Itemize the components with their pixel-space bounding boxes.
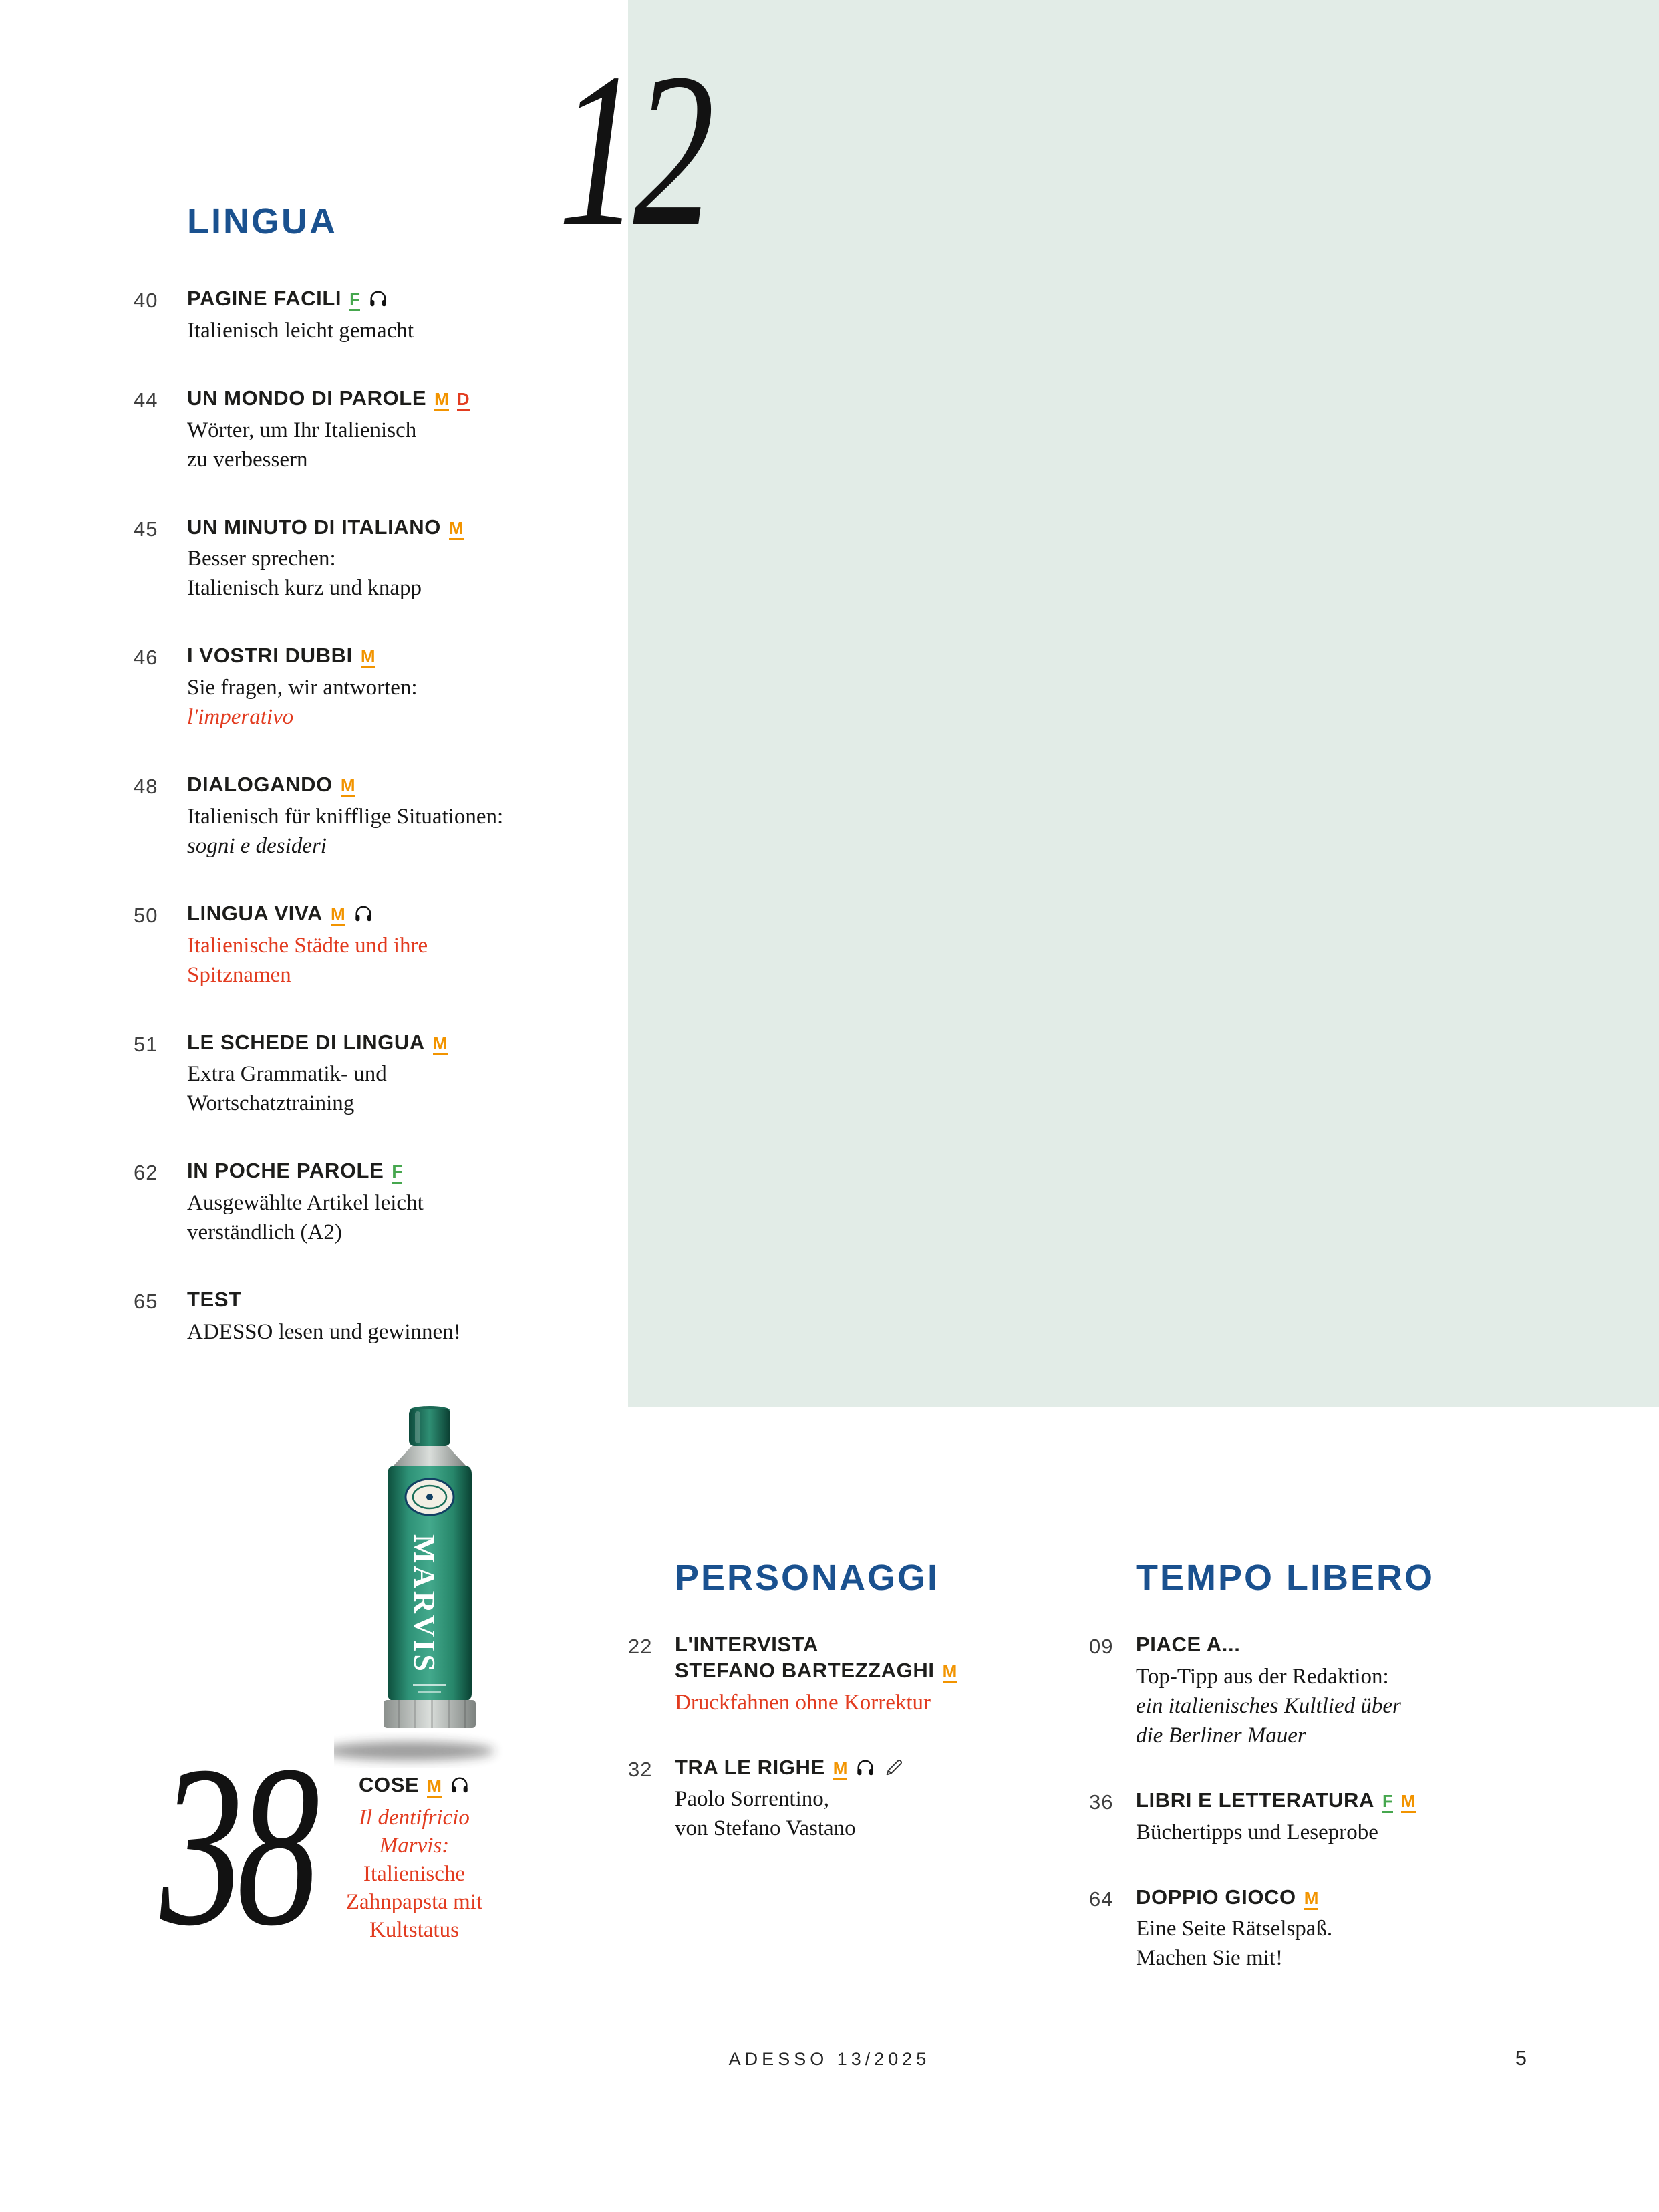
level-badge-medio: M: [1401, 1792, 1416, 1813]
entry-subtitle: Italienisch für knifflige Situationen: sogni e desideri: [187, 804, 504, 858]
entry-title: IN POCHE PAROLE: [187, 1159, 384, 1183]
entry-page-number: 48: [134, 775, 158, 799]
feature-page-number: 38: [160, 1718, 313, 1973]
section-title-personaggi: PERSONAGGI: [675, 1558, 940, 1598]
toc-entry-doppio-gioco: [1089, 1885, 1557, 1973]
section-lingua: [134, 200, 655, 1387]
entry-subtitle: Wörter, um Ihr Italienisch zu verbessern: [187, 418, 417, 472]
level-badge-medio: M: [1304, 1889, 1319, 1910]
section-title-tempo-libero: TEMPO LIBERO: [1136, 1558, 1435, 1598]
toc-entry-dialogando: [134, 772, 655, 861]
entry-title: COSE: [359, 1773, 420, 1796]
entry-page-number: 62: [134, 1161, 158, 1185]
toc-entry-libri-e-letteratura: [1089, 1788, 1557, 1847]
toc-entry-piace-a: [1089, 1632, 1557, 1750]
toc-entry-le-schede-di-lingua: [134, 1030, 655, 1119]
toc-entry-in-poche-parole: [134, 1158, 655, 1247]
entry-subtitle: Druckfahnen ohne Korrektur: [675, 1690, 931, 1715]
entry-title: LINGUA VIVA: [187, 901, 323, 925]
level-badge-medio: M: [433, 1034, 448, 1055]
level-badge-medio: M: [449, 519, 464, 540]
entry-subtitle: Paolo Sorrentino, von Stefano Vastano: [675, 1787, 856, 1841]
product-brand-label: MARVIS: [408, 1534, 442, 1674]
level-badge-medio: M: [341, 777, 355, 797]
level-badge-medio: M: [833, 1760, 848, 1780]
toc-entry-tra-le-righe: [628, 1755, 1082, 1844]
headphones-icon: [353, 904, 373, 924]
level-badge-medio: M: [427, 1777, 442, 1798]
entry-title: DOPPIO GIOCO: [1136, 1885, 1296, 1909]
toc-entry-un-minuto-di-italiano: [134, 515, 655, 603]
level-badge-medio: M: [943, 1663, 957, 1683]
toc-entry-i-vostri-dubbi: [134, 643, 655, 732]
entry-title: I VOSTRI DUBBI: [187, 644, 353, 668]
entry-subtitle: Eine Seite Rätselspaß. Machen Sie mit!: [1136, 1917, 1333, 1971]
entry-subtitle: Italienisch leicht gemacht: [187, 318, 414, 343]
toc-entry-test: [134, 1287, 655, 1347]
entry-page-number: 51: [134, 1032, 158, 1056]
level-badge-medio: M: [361, 648, 375, 668]
footer-page-number: 5: [1515, 2046, 1527, 2070]
entry-page-number: 36: [1089, 1790, 1114, 1814]
marvis-toothpaste-image: [334, 1403, 528, 1768]
entry-subtitle: Sie fragen, wir antworten: l'imperativo: [187, 676, 418, 730]
section-title-lingua: LINGUA: [187, 201, 337, 241]
level-badge-facile: F: [392, 1163, 402, 1184]
entry-title: LIBRI E LETTERATURA: [1136, 1788, 1374, 1812]
entry-title: PIACE A...: [1136, 1633, 1241, 1657]
entry-page-number: 50: [134, 903, 158, 927]
entry-subtitle: Italienische Städte und ihre Spitznamen: [187, 933, 428, 987]
level-badge-medio: M: [331, 906, 345, 926]
toc-entry-lingua-viva: [134, 901, 655, 990]
entry-subtitle: Büchertipps und Leseprobe: [1136, 1820, 1378, 1844]
level-badge-medio: M: [434, 390, 449, 411]
entry-subtitle: Extra Grammatik- und Wortschatztraining: [187, 1062, 387, 1116]
entry-page-number: 64: [1089, 1887, 1114, 1911]
hero-page-number: 12: [558, 28, 708, 272]
entry-subtitle: Top-Tipp aus der Redaktion: ein italienisches Kultlied über die Berliner Mauer: [1136, 1664, 1401, 1748]
footer-magazine-issue: ADESSO 13/2025: [728, 2049, 931, 2069]
entry-subtitle: Ausgewählte Artikel leicht verständlich (A2): [187, 1191, 424, 1245]
feature-subtitle: Il dentifricio Marvis: Italienische Zahnpapsta mit Kultstatus: [345, 1805, 483, 1942]
entry-title: DIALOGANDO: [187, 773, 333, 797]
entry-title: TRA LE RIGHE: [675, 1755, 825, 1779]
entry-subtitle: Besser sprechen: Italienisch kurz und knapp: [187, 547, 422, 601]
entry-title: UN MINUTO DI ITALIANO: [187, 515, 441, 539]
headphones-icon: [450, 1775, 470, 1795]
level-badge-facile: F: [349, 291, 360, 311]
section-personaggi: [628, 1557, 1082, 1881]
entry-page-number: 40: [134, 289, 158, 313]
headphones-icon: [368, 289, 388, 309]
pencil-icon: [883, 1757, 905, 1778]
entry-page-number: 45: [134, 517, 158, 541]
level-badge-facile: F: [1382, 1792, 1393, 1813]
mint-background-block: [628, 0, 1659, 1407]
toc-entry-pagine-facili: [134, 286, 655, 345]
entry-page-number: 09: [1089, 1635, 1114, 1659]
entry-title: L'INTERVISTA: [675, 1633, 818, 1657]
entry-page-number: 44: [134, 388, 158, 412]
entry-page-number: 46: [134, 646, 158, 670]
entry-page-number: 32: [628, 1757, 653, 1781]
entry-title: LE SCHEDE DI LINGUA: [187, 1030, 425, 1054]
headphones-icon: [855, 1758, 875, 1778]
entry-title: UN MONDO DI PAROLE: [187, 386, 427, 410]
entry-title-person: STEFANO BARTEZZAGHI: [675, 1658, 935, 1682]
toc-entry-un-mondo-di-parole: [134, 386, 655, 474]
entry-title: TEST: [187, 1288, 242, 1312]
entry-subtitle: ADESSO lesen und gewinnen!: [187, 1319, 461, 1344]
entry-title: PAGINE FACILI: [187, 287, 342, 311]
level-badge-difficile: D: [457, 390, 470, 411]
section-tempo-libero: [1089, 1557, 1557, 2010]
entry-page-number: 65: [134, 1290, 158, 1314]
feature-cose: [314, 1772, 514, 1944]
toc-entry-intervista: [628, 1632, 1082, 1717]
entry-page-number: 22: [628, 1635, 653, 1659]
